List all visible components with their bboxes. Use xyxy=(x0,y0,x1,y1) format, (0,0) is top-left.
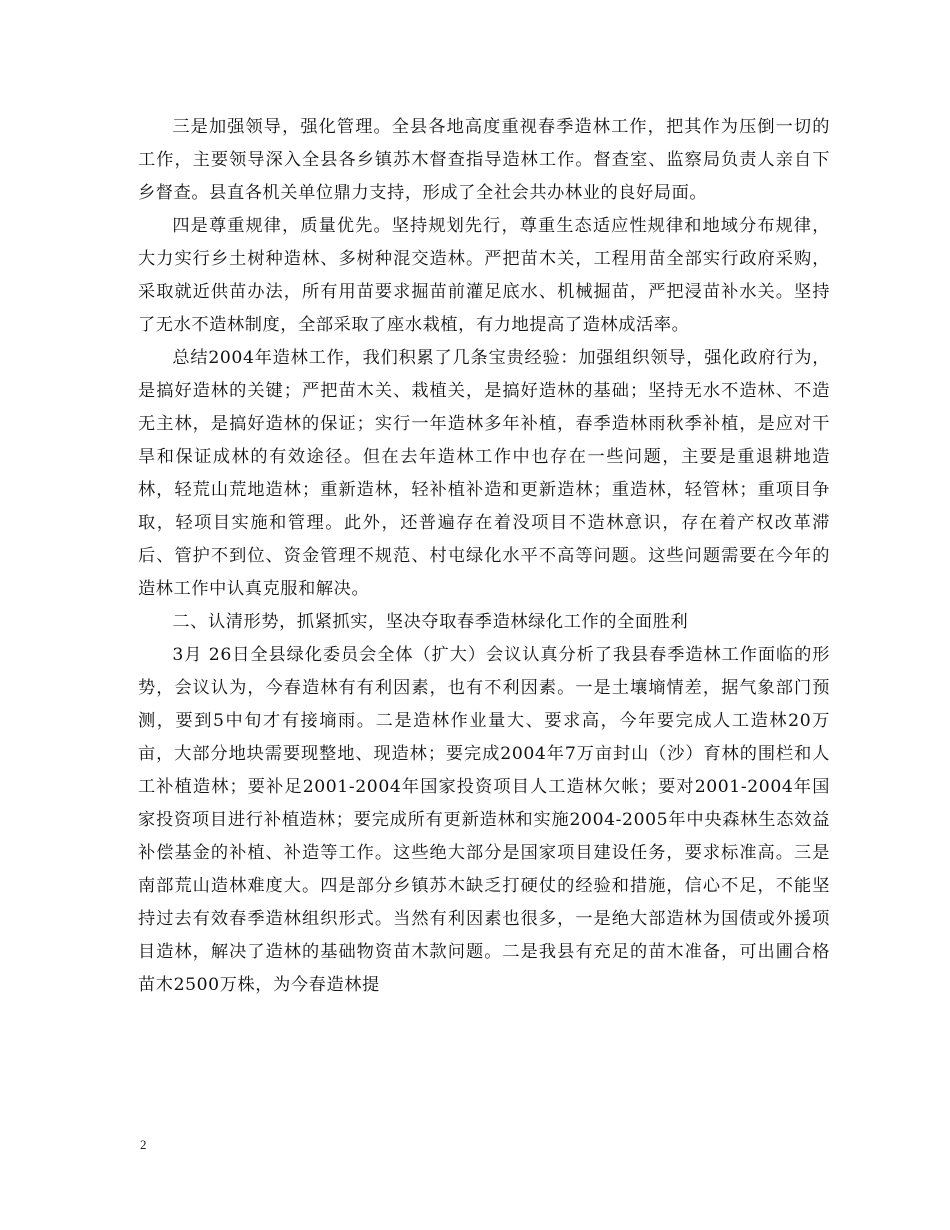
section-heading-situation: 二、认清形势，抓紧抓实，坚决夺取春季造林绿化工作的全面胜利 xyxy=(172,612,689,632)
paragraph-leadership: 三是加强领导，强化管理。全县各地高度重视春季造林工作，把其作为压倒一切的工作，主要领导深入全县各乡镇苏木督查指导造林工作。督查室、监察局负责人亲自下乡督查。县直各机关单位鼎力支持，形成了全社会共办林业的良好局面。 xyxy=(138,117,830,203)
paragraph-quality: 四是尊重规律，质量优先。坚持规划先行，尊重生态适应性规律和地域分布规律，大力实行乡土树种造林、多树种混交造林。严把苗木关，工程用苗全部实行政府采购，采取就近供苗办法，所有用苗要求掘苗前灌足底水、机械掘苗，严把浸苗补水关。坚持了无水不造林制度，全部采取了座水栽植，有力地提高了造林成活率。 xyxy=(138,216,830,335)
paragraph-summary-2004: 总结2004年造林工作，我们积累了几条宝贵经验：加强组织领导，强化政府行为，是搞好造林的关键；严把苗木关、栽植关，是搞好造林的基础；坚持无水不造林、不造无主林，是搞好造林的保证；实行一年造林多年补植，春季造林雨秋季补植，是应对干旱和保证成林的有效途径。但在去年造林工作中也存在一些问题，主要是重退耕地造林，轻荒山荒地造林；重新造林，轻补植补造和更新造林；重造林，轻管林；重项目争取，轻项目实施和管理。此外，还普遍存在着没项目不造林意识，存在着产权改革滞后、管护不到位、资金管理不规范、村屯绿化水平不高等问题。这些问题需要在今年的造林工作中认真克服和解决。 xyxy=(138,348,830,599)
body-text xyxy=(138,111,830,1002)
paragraph-meeting-analysis: 3月 26日全县绿化委员会全体（扩大）会议认真分析了我县春季造林工作面临的形势，会议认为，今春造林有有利因素，也有不利因素。一是土壤墒情差，据气象部门预测，要到5中旬才有接墒雨。二是造林作业量大、要求高，今年要完成人工造林20万亩，大部分地块需要现整地、现造林；要完成2004年7万亩封山（沙）育林的围栏和人工补植造林；要补足2001-2004年国家投资项目人工造林欠帐；要对2001-2004年国家投资项目进行补植造林；要完成所有更新造林和实施2004-2005年中央森林生态效益补偿基金的补植、补造等工作。这些绝大部分是国家项目建设任务，要求标准高。三是南部荒山造林难度大。四是部分乡镇苏木缺乏打硬仗的经验和措施，信心不足，不能坚持过去有效春季造林组织形式。当然有利因素也很多，一是绝大部造林为国债或外援项目造林，解决了造林的基础物资苗木款问题。二是我县有充足的苗木准备，可出圃合格苗木2500万株，为今春造林提 xyxy=(138,645,830,995)
page-number: 2 xyxy=(140,1137,147,1152)
